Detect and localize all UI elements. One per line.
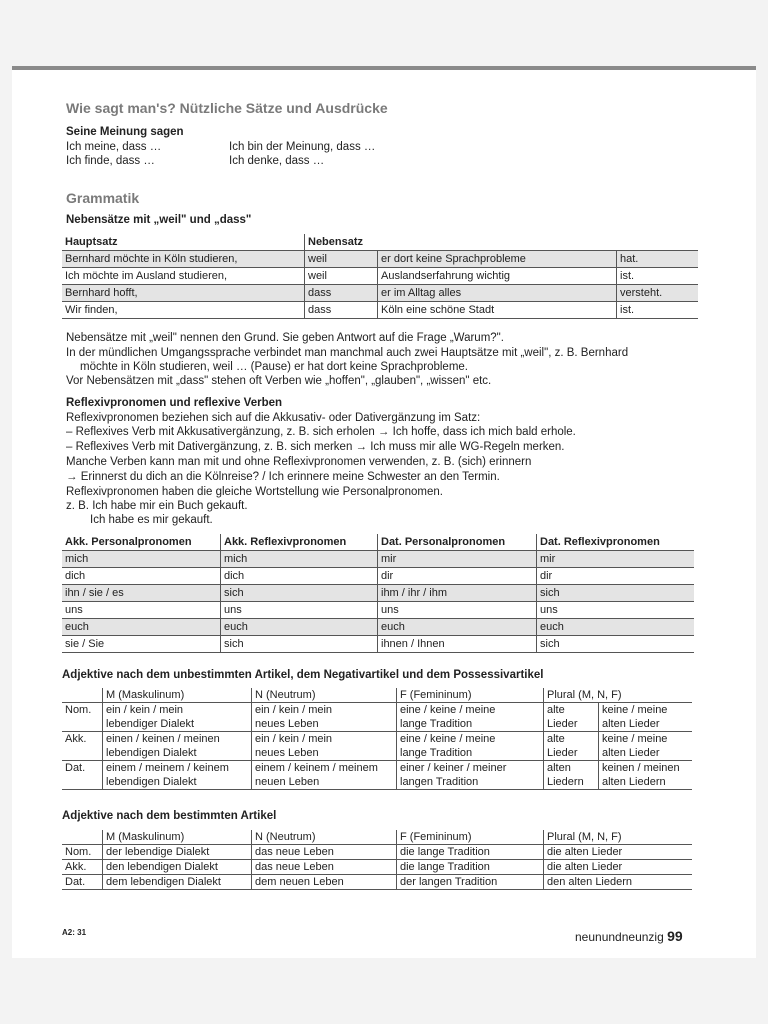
cell: dir [378, 568, 537, 585]
reflexiv-line: – Reflexives Verb mit Akkusativergänzung, z. B. sich erholen → Ich hoffe, dass ich mich bald erhole. [66, 426, 576, 438]
table-row [62, 619, 694, 636]
cell: der langen Tradition [397, 875, 544, 890]
cell: einem / keinem / meinem [255, 762, 378, 774]
cell: keine / meine [602, 733, 668, 745]
cell: lange Tradition [400, 718, 473, 730]
bestimmt-heading: Adjektive nach dem bestimmten Artikel [62, 810, 277, 822]
cell: dich [221, 568, 378, 585]
cell: dir [537, 568, 695, 585]
cell: das neue Leben [252, 845, 397, 860]
table-header: M (Maskulinum) [103, 688, 252, 703]
cell: Lieder [547, 718, 578, 730]
cell: weil [305, 268, 378, 285]
cell: lebendigen Dialekt [106, 776, 197, 788]
cell: euch [378, 619, 537, 636]
cell: versteht. [617, 285, 699, 302]
table-row [62, 302, 698, 319]
case-label: Dat. [62, 875, 103, 890]
table-row [62, 636, 694, 653]
reflexiv-line: – Reflexives Verb mit Dativergänzung, z. B. sich merken → Ich muss mir alle WG-Regeln merken. [66, 441, 565, 453]
explain-line: Vor Nebensätzen mit „dass" stehen oft Verben wie „hoffen", „glauben", „wissen" etc. [66, 375, 492, 387]
cell: mich [221, 551, 378, 568]
reflexiv-table [62, 534, 694, 653]
table-header: N (Neutrum) [252, 688, 397, 703]
cell: hat. [617, 251, 699, 268]
meinung-phrase: Ich meine, dass … [66, 141, 162, 153]
table-row [62, 602, 694, 619]
explain-line: möchte in Köln studieren, weil … (Pause) er hat dort keine Sprachprobleme. [80, 361, 469, 373]
page-digit: 99 [667, 928, 683, 944]
cell: uns [62, 602, 221, 619]
meinung-phrase: Ich denke, dass … [229, 155, 325, 167]
cell: dass [305, 302, 378, 319]
cell: ein / kein / mein [106, 704, 184, 716]
cell: alten Liedern [602, 776, 666, 788]
cell: Liedern [547, 776, 584, 788]
footer-code: A2: 31 [62, 928, 87, 937]
cell: uns [378, 602, 537, 619]
case-label: Dat. [62, 761, 103, 790]
cell: dem neuen Leben [252, 875, 397, 890]
top-rule [12, 66, 756, 70]
cell: lange Tradition [400, 747, 473, 759]
reflexiv-line: Reflexivpronomen beziehen sich auf die Akkusativ- oder Dativergänzung im Satz: [66, 412, 481, 424]
cell: ihm / ihr / ihm [378, 585, 537, 602]
table-row [62, 251, 698, 268]
cell: Ich möchte im Ausland studieren, [62, 268, 305, 285]
table-header: Plural (M, N, F) [544, 830, 693, 845]
table-row [62, 703, 692, 732]
meinung-phrase: Ich bin der Meinung, dass … [229, 141, 376, 153]
page-word: neunundneunzig [575, 930, 664, 944]
cell: neues Leben [255, 718, 319, 730]
cell: er dort keine Sprachprobleme [378, 251, 617, 268]
table-header: Dat. Reflexivpronomen [537, 534, 695, 551]
reflexiv-line: Manche Verben kann man mit und ohne Reflexivpronomen verwenden, z. B. (sich) erinnern [66, 456, 532, 468]
table-row [62, 585, 694, 602]
table-row [62, 845, 692, 860]
reflexiv-line: Ich habe es mir gekauft. [90, 514, 213, 526]
explain-line: Nebensätze mit „weil" nennen den Grund. Sie geben Antwort auf die Frage „Warum?". [66, 332, 504, 344]
reflexiv-line: Reflexivpronomen haben die gleiche Wortstellung wie Personalpronomen. [66, 486, 443, 498]
cell: Auslandserfahrung wichtig [378, 268, 617, 285]
cell: eine / keine / meine [400, 733, 496, 745]
cell: sich [221, 636, 378, 653]
cell: eine / keine / meine [400, 704, 496, 716]
case-label: Akk. [62, 860, 103, 875]
table-header: Akk. Reflexivpronomen [221, 534, 378, 551]
cell: mich [62, 551, 221, 568]
cell: uns [537, 602, 695, 619]
meinung-heading: Seine Meinung sagen [66, 126, 184, 138]
table-header: F (Femininum) [397, 688, 544, 703]
table-header: Akk. Personalpronomen [62, 534, 221, 551]
cell: ein / kein / mein [255, 704, 333, 716]
cell: keinen / meinen [602, 762, 680, 774]
table-header: Nebensatz [305, 234, 699, 251]
cell: Wir finden, [62, 302, 305, 319]
meinung-phrase: Ich finde, dass … [66, 155, 155, 167]
cell: euch [62, 619, 221, 636]
cell: sich [221, 585, 378, 602]
cell: sich [537, 636, 695, 653]
cell: einen / keinen / meinen [106, 733, 220, 745]
cell: den alten Liedern [544, 875, 693, 890]
section-title: Wie sagt man's? Nützliche Sätze und Ausdrücke [66, 100, 388, 116]
table-row [62, 568, 694, 585]
cell: Köln eine schöne Stadt [378, 302, 617, 319]
case-label: Nom. [62, 845, 103, 860]
grammatik-title: Grammatik [66, 190, 140, 206]
bestimmt-table [62, 830, 692, 890]
table-header: Plural (M, N, F) [544, 688, 693, 703]
cell: neuen Leben [255, 776, 320, 788]
case-label: Akk. [62, 732, 103, 761]
cell: das neue Leben [252, 860, 397, 875]
table-row [62, 860, 692, 875]
table-header: F (Femininum) [397, 830, 544, 845]
cell: sich [537, 585, 695, 602]
cell: die lange Tradition [397, 860, 544, 875]
cell: alten [547, 762, 571, 774]
nebensaetze-heading: Nebensätze mit „weil" und „dass" [66, 214, 252, 226]
cell: alte [547, 704, 565, 716]
unbestimmt-heading: Adjektive nach dem unbestimmten Artikel, dem Negativartikel und dem Possessivartikel [62, 669, 544, 681]
cell: einer / keiner / meiner [400, 762, 507, 774]
cell: Bernhard möchte in Köln studieren, [62, 251, 305, 268]
table-header: Dat. Personalpronomen [378, 534, 537, 551]
cell: alten Lieder [602, 718, 660, 730]
cell: er im Alltag alles [378, 285, 617, 302]
cell: Bernhard hofft, [62, 285, 305, 302]
cell: lebendiger Dialekt [106, 718, 195, 730]
table-row [62, 268, 698, 285]
table-row [62, 761, 692, 790]
cell: mir [537, 551, 695, 568]
cell: einem / meinem / keinem [106, 762, 229, 774]
cell: ein / kein / mein [255, 733, 333, 745]
cell: ist. [617, 268, 699, 285]
cell: langen Tradition [400, 776, 479, 788]
cell: sie / Sie [62, 636, 221, 653]
unbestimmt-table [62, 688, 692, 790]
cell: die lange Tradition [397, 845, 544, 860]
cell: lebendigen Dialekt [106, 747, 197, 759]
cell: alten Lieder [602, 747, 660, 759]
table-row [62, 875, 692, 890]
table-row [62, 732, 692, 761]
cell: dich [62, 568, 221, 585]
cell: der lebendige Dialekt [103, 845, 252, 860]
cell: euch [537, 619, 695, 636]
table-header: Hauptsatz [62, 234, 305, 251]
cell: neues Leben [255, 747, 319, 759]
cell: mir [378, 551, 537, 568]
cell: den lebendigen Dialekt [103, 860, 252, 875]
reflexiv-heading: Reflexivpronomen und reflexive Verben [66, 397, 283, 409]
cell: keine / meine [602, 704, 668, 716]
cell: weil [305, 251, 378, 268]
cell: alte [547, 733, 565, 745]
cell: dass [305, 285, 378, 302]
cell: Lieder [547, 747, 578, 759]
cell: dem lebendigen Dialekt [103, 875, 252, 890]
table-header: N (Neutrum) [252, 830, 397, 845]
cell: die alten Lieder [544, 860, 693, 875]
cell: euch [221, 619, 378, 636]
cell: uns [221, 602, 378, 619]
cell: ihn / sie / es [62, 585, 221, 602]
table-header: M (Maskulinum) [103, 830, 252, 845]
page-number [575, 928, 683, 944]
reflexiv-line: → Erinnerst du dich an die Kölnreise? / Ich erinnere meine Schwester an den Termin. [66, 471, 500, 483]
reflexiv-line: z. B. Ich habe mir ein Buch gekauft. [66, 500, 248, 512]
cell: ist. [617, 302, 699, 319]
nebensaetze-table [62, 234, 698, 319]
case-label: Nom. [62, 703, 103, 732]
table-row [62, 285, 698, 302]
cell: ihnen / Ihnen [378, 636, 537, 653]
explain-line: In der mündlichen Umgangssprache verbindet man manchmal auch zwei Hauptsätze mit „weil", z. B. Bernhard [66, 347, 629, 359]
table-row [62, 551, 694, 568]
cell: die alten Lieder [544, 845, 693, 860]
